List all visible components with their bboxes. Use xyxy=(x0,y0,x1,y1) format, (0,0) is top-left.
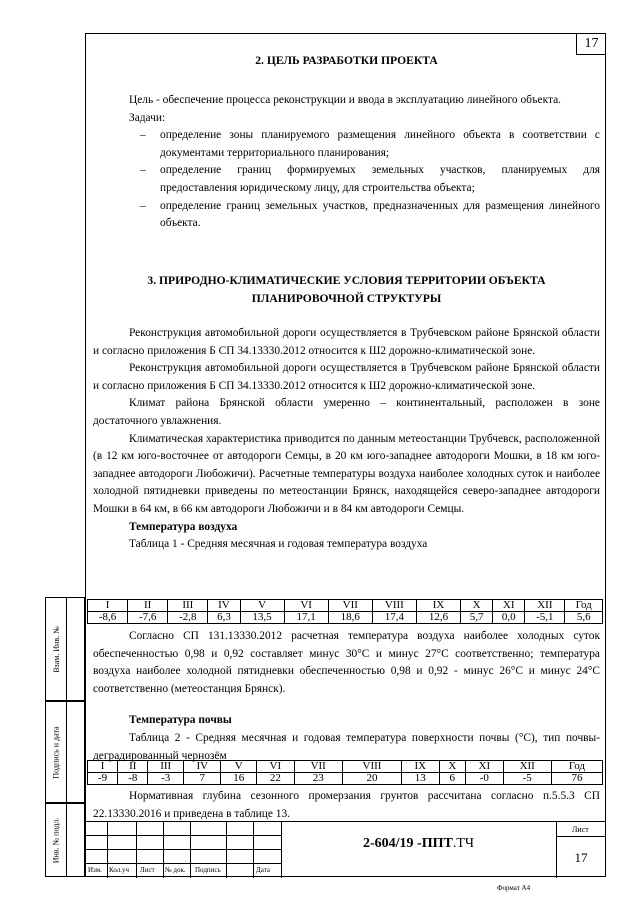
table2-value-cell: -5 xyxy=(503,773,551,785)
table1-caption: Таблица 1 - Средняя месячная и годовая температура воздуха xyxy=(129,538,428,551)
soil-heading: Температура почвы xyxy=(129,714,232,727)
table2-header-cell: I xyxy=(88,761,118,773)
table2-header-cell: IV xyxy=(184,761,221,773)
stamp-col-podpis: Подпись xyxy=(195,866,221,874)
table2-value-row xyxy=(88,773,603,785)
table1-value-cell: 6,3 xyxy=(208,612,240,624)
table2-header-cell: VII xyxy=(294,761,342,773)
table2-value-cell: 6 xyxy=(439,773,466,785)
table2-value-cell: 20 xyxy=(342,773,401,785)
table2-header-cell: Год xyxy=(551,761,602,773)
air-paragraph: Согласно СП 131.13330.2012 расчетная температура воздуха наиболее холодных суток обеспеченностью 0,98 и 0,92 составляет минус 30°С и минус 27°С соответственно; температура воздуха наиболее холодной пятидневки обеспеченностью 0,98 и 0,92 - минус 26°С и минус 24°С соответственно (метеостанция Брянск). xyxy=(93,630,600,695)
table1-header-cell: XI xyxy=(493,600,525,612)
table1-value-cell: 17,1 xyxy=(284,612,328,624)
format-label: Формат А4 xyxy=(497,884,531,892)
section2-tasks-label: Задачи: xyxy=(129,111,166,124)
table2-value-cell: 22 xyxy=(257,773,294,785)
side-inv xyxy=(45,803,85,877)
task-item: – определение границ земельных участков, предназначенных для размещения линейного объекта. xyxy=(140,199,600,230)
section3-title-line1: 3. ПРИРОДНО-КЛИМАТИЧЕСКИЕ УСЛОВИЯ ТЕРРИТОРИИ ОБЪЕКТА xyxy=(147,274,546,287)
table2-caption: Таблица 2 - Средняя месячная и годовая температура поверхности почвы (°С), тип почвы-деградированный чернозём xyxy=(93,731,600,762)
side-vzam-label: Взам. Инв. № xyxy=(51,625,61,673)
side-podpis-label: Подпись и дата xyxy=(51,725,61,779)
table2-value-cell: -9 xyxy=(88,773,118,785)
document-code-suffix: .ТЧ xyxy=(452,836,474,851)
air-heading: Температура воздуха xyxy=(129,520,238,533)
table1-header-cell: V xyxy=(240,600,284,612)
section2-body xyxy=(93,92,600,233)
table2-header-cell: XII xyxy=(503,761,551,773)
freeze-block xyxy=(93,788,600,823)
table1 xyxy=(87,599,603,624)
section2-title: 2. ЦЕЛЬ РАЗРАБОТКИ ПРОЕКТА xyxy=(255,54,438,67)
document-code xyxy=(281,836,556,852)
table2-value-cell: 23 xyxy=(294,773,342,785)
paragraph: Климат района Брянской области умеренно – континентальный, расположен в зоне достаточного увлажнения. xyxy=(93,397,600,427)
table1-header-cell: VIII xyxy=(372,600,416,612)
paragraph: Климатическая характеристика приводится по данным метеостанции Трубчевск, расположенной (в 12 км юго-восточнее от автодороги Семцы, в 20 км юго-западнее автодороги Мошки, в 18 км юго-западнее автодороги Любожичи). Расчетные температуры воздуха наиболее холодных суток и наиболее холодной пятидневки приведены по метеостанции Брянск, находящейся северо-западнее автодороги Мошки в 64 км, в 66 км автодороги Любожичи и в 84 км автодороги Семцы. xyxy=(93,432,600,515)
table1-value-cell: -5,1 xyxy=(525,612,565,624)
table1-header-cell: IX xyxy=(416,600,460,612)
section2-goal: Цель - обеспечение процесса реконструкции и ввода в эксплуатацию линейного объекта. xyxy=(129,94,562,106)
sheet-label: Лист xyxy=(572,825,589,834)
freeze-paragraph: Нормативная глубина сезонного промерзания грунтов рассчитана согласно п.5.5.3 СП 22.13330.2016 и приведена в таблице 13. xyxy=(93,790,600,820)
table1-header-cell: XII xyxy=(525,600,565,612)
section3-title xyxy=(93,272,600,307)
air-paragraph-block xyxy=(93,628,600,765)
side-podpis xyxy=(45,701,85,803)
table1-header-cell: X xyxy=(461,600,493,612)
table1-header-cell: VII xyxy=(328,600,372,612)
table1-value-cell: 0,0 xyxy=(493,612,525,624)
table1-value-cell: 5,7 xyxy=(461,612,493,624)
paragraph: Реконструкция автомобильной дороги осуществляется в Трубчевском районе Брянской области и согласно приложения Б СП 34.13330.2012 относится к Ш2 дорожно-климатической зоне. xyxy=(93,362,600,392)
stamp-col-kolush: Кол.уч xyxy=(109,866,129,874)
table2-header-cell: V xyxy=(221,761,257,773)
stamp-col-ndok: № док. xyxy=(165,866,186,874)
table2-value-cell: -0 xyxy=(466,773,503,785)
table1-value-cell: 13,5 xyxy=(240,612,284,624)
table2-value-cell: -8 xyxy=(118,773,148,785)
table2-header-row xyxy=(88,761,603,773)
table1-value-cell: 12,6 xyxy=(416,612,460,624)
table1-header-cell: VI xyxy=(284,600,328,612)
table2-header-cell: X xyxy=(439,761,466,773)
table2-header-cell: III xyxy=(148,761,184,773)
table2-value-cell: 7 xyxy=(184,773,221,785)
table2-header-cell: VIII xyxy=(342,761,401,773)
paragraph: Реконструкция автомобильной дороги осуществляется в Трубчевском районе Брянской области и согласно приложения Б СП 34.13330.2012 относится к Ш2 дорожно-климатической зоне. xyxy=(93,327,600,357)
table2-header-cell: VI xyxy=(257,761,294,773)
table2-header-cell: XI xyxy=(466,761,503,773)
section3-title-line2: ПЛАНИРОВОЧНОЙ СТРУКТУРЫ xyxy=(251,291,442,305)
section3-body xyxy=(93,325,600,554)
table1-header-cell: III xyxy=(168,600,208,612)
table2-value-cell: 76 xyxy=(551,773,602,785)
task-text: определение границ формируемых земельных участков, планируемых для предоставления юридическому лицу, для строительства объекта; xyxy=(160,164,600,194)
table2-value-cell: 16 xyxy=(221,773,257,785)
stamp-col-izm: Изм. xyxy=(88,866,102,874)
side-inv-label: Инв. № подл. xyxy=(51,817,61,863)
table2 xyxy=(87,760,603,785)
page-number-box: 17 xyxy=(576,33,606,55)
task-item: – определение зоны планируемого размещения линейного объекта в соответствии с документами территориального планирования; xyxy=(140,129,600,159)
task-text: определение границ земельных участков, предназначенных для размещения линейного объекта. xyxy=(160,199,600,230)
table1-header-cell: IV xyxy=(208,600,240,612)
table1-header-cell: Год xyxy=(565,600,603,612)
table2-header-cell: IX xyxy=(402,761,439,773)
table1-value-cell: 5,6 xyxy=(565,612,603,624)
table1-value-cell: 17,4 xyxy=(372,612,416,624)
side-vzam xyxy=(45,597,85,701)
stamp-col-list: Лист xyxy=(140,866,155,874)
table1-header-cell: I xyxy=(88,600,128,612)
task-text: определение зоны планируемого размещения линейного объекта в соответствии с документами территориального планирования; xyxy=(160,129,600,159)
table1-value-cell: -2,8 xyxy=(168,612,208,624)
table1-value-cell: -8,6 xyxy=(88,612,128,624)
table1-header-cell: II xyxy=(128,600,168,612)
document-code-bold: 2-604/19 -ППТ xyxy=(363,836,453,851)
stamp-col-data: Дата xyxy=(256,866,270,874)
table1-value-cell: -7,6 xyxy=(128,612,168,624)
sheet-number: 17 xyxy=(574,850,588,865)
task-item: – определение границ формируемых земельных участков, планируемых для предоставления юридическому лицу, для строительства объекта; xyxy=(140,164,600,194)
table1-value-cell: 18,6 xyxy=(328,612,372,624)
table1-value-row xyxy=(88,612,603,624)
table2-value-cell: -3 xyxy=(148,773,184,785)
title-block xyxy=(85,821,606,878)
table1-header-row xyxy=(88,600,603,612)
table2-value-cell: 13 xyxy=(402,773,439,785)
table2-header-cell: II xyxy=(118,761,148,773)
